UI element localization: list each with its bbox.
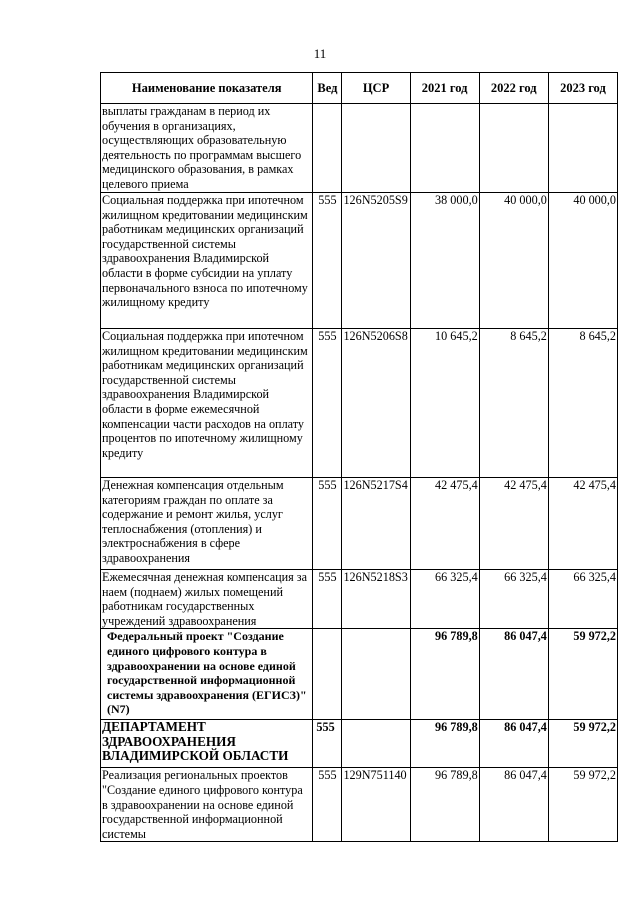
row-name: выплаты гражданам в период их обучения в организациях, осуществляющих образовательную деятельность по программам высшего медицинского образования, в рамках целевого приема	[101, 104, 313, 193]
row-csr: 129N751140	[342, 768, 410, 842]
header-2021: 2021 год	[410, 73, 479, 104]
budget-table	[100, 72, 618, 842]
row-2021	[410, 104, 479, 193]
row-ved	[313, 629, 342, 720]
row-csr	[342, 629, 410, 720]
row-2023: 59 972,2	[548, 720, 617, 768]
row-2021: 96 789,8	[410, 720, 479, 768]
table-header-row	[101, 73, 618, 104]
row-name: Ежемесячная денежная компенсация за наем (поднаем) жилых помещений работникам государственных учреждений здравоохранения	[101, 570, 313, 629]
row-2021: 96 789,8	[410, 629, 479, 720]
header-name: Наименование показателя	[101, 73, 313, 104]
table-row-project	[101, 629, 618, 720]
row-csr: 126N5218S3	[342, 570, 410, 629]
row-2023: 40 000,0	[548, 193, 617, 329]
row-2021: 10 645,2	[410, 329, 479, 478]
row-csr: 126N5206S8	[342, 329, 410, 478]
row-name: ДЕПАРТАМЕНТ ЗДРАВООХРАНЕНИЯ ВЛАДИМИРСКОЙ ОБЛАСТИ	[101, 720, 313, 768]
row-2022: 86 047,4	[479, 720, 548, 768]
row-2021: 42 475,4	[410, 478, 479, 570]
row-2021: 96 789,8	[410, 768, 479, 842]
row-2023: 8 645,2	[548, 329, 617, 478]
row-ved	[313, 104, 342, 193]
table-row-department	[101, 720, 618, 768]
row-name: Социальная поддержка при ипотечном жилищном кредитовании медицинским работникам медицинских организаций государственной системы здравоохранения Владимирской области в форме ежемесячной компенсации части расходов на оплату процентов по ипотечному жилищному кредиту	[101, 329, 313, 478]
row-2022	[479, 104, 548, 193]
table-row	[101, 193, 618, 329]
row-ved: 555	[313, 720, 342, 768]
row-ved: 555	[313, 329, 342, 478]
row-ved: 555	[313, 193, 342, 329]
row-2023: 59 972,2	[548, 629, 617, 720]
row-2023: 66 325,4	[548, 570, 617, 629]
row-name: Реализация региональных проектов "Создание единого цифрового контура в здравоохранении на основе единой государственной информационной системы	[101, 768, 313, 842]
row-ved: 555	[313, 570, 342, 629]
table-row	[101, 478, 618, 570]
row-ved: 555	[313, 768, 342, 842]
row-name: Федеральный проект "Создание единого цифрового контура в здравоохранении на основе единой государственной информационной системы здравоохранения (ЕГИСЗ)" (N7)	[101, 629, 313, 720]
row-2023: 59 972,2	[548, 768, 617, 842]
row-2021: 38 000,0	[410, 193, 479, 329]
row-csr	[342, 104, 410, 193]
row-name: Социальная поддержка при ипотечном жилищном кредитовании медицинским работникам медицинских организаций государственной системы здравоохранения Владимирской области в форме субсидии на уплату первоначального взноса по ипотечному жилищному кредиту	[101, 193, 313, 329]
row-2022: 86 047,4	[479, 629, 548, 720]
row-csr: 126N5205S9	[342, 193, 410, 329]
header-ved: Вед	[313, 73, 342, 104]
row-2023: 42 475,4	[548, 478, 617, 570]
page-number: 11	[313, 46, 327, 61]
row-2022: 66 325,4	[479, 570, 548, 629]
table-row	[101, 329, 618, 478]
row-2022: 42 475,4	[479, 478, 548, 570]
row-2022: 86 047,4	[479, 768, 548, 842]
table-row	[101, 570, 618, 629]
row-csr: 126N5217S4	[342, 478, 410, 570]
row-csr	[342, 720, 410, 768]
row-ved: 555	[313, 478, 342, 570]
row-2023	[548, 104, 617, 193]
row-name: Денежная компенсация отдельным категориям граждан по оплате за содержание и ремонт жилья, услуг теплоснабжения (отопления) и электроснабжения в сфере здравоохранения	[101, 478, 313, 570]
row-2021: 66 325,4	[410, 570, 479, 629]
row-2022: 8 645,2	[479, 329, 548, 478]
table-row	[101, 768, 618, 842]
header-2023: 2023 год	[548, 73, 617, 104]
row-2022: 40 000,0	[479, 193, 548, 329]
header-2022: 2022 год	[479, 73, 548, 104]
table-row	[101, 104, 618, 193]
header-csr: ЦСР	[342, 73, 410, 104]
